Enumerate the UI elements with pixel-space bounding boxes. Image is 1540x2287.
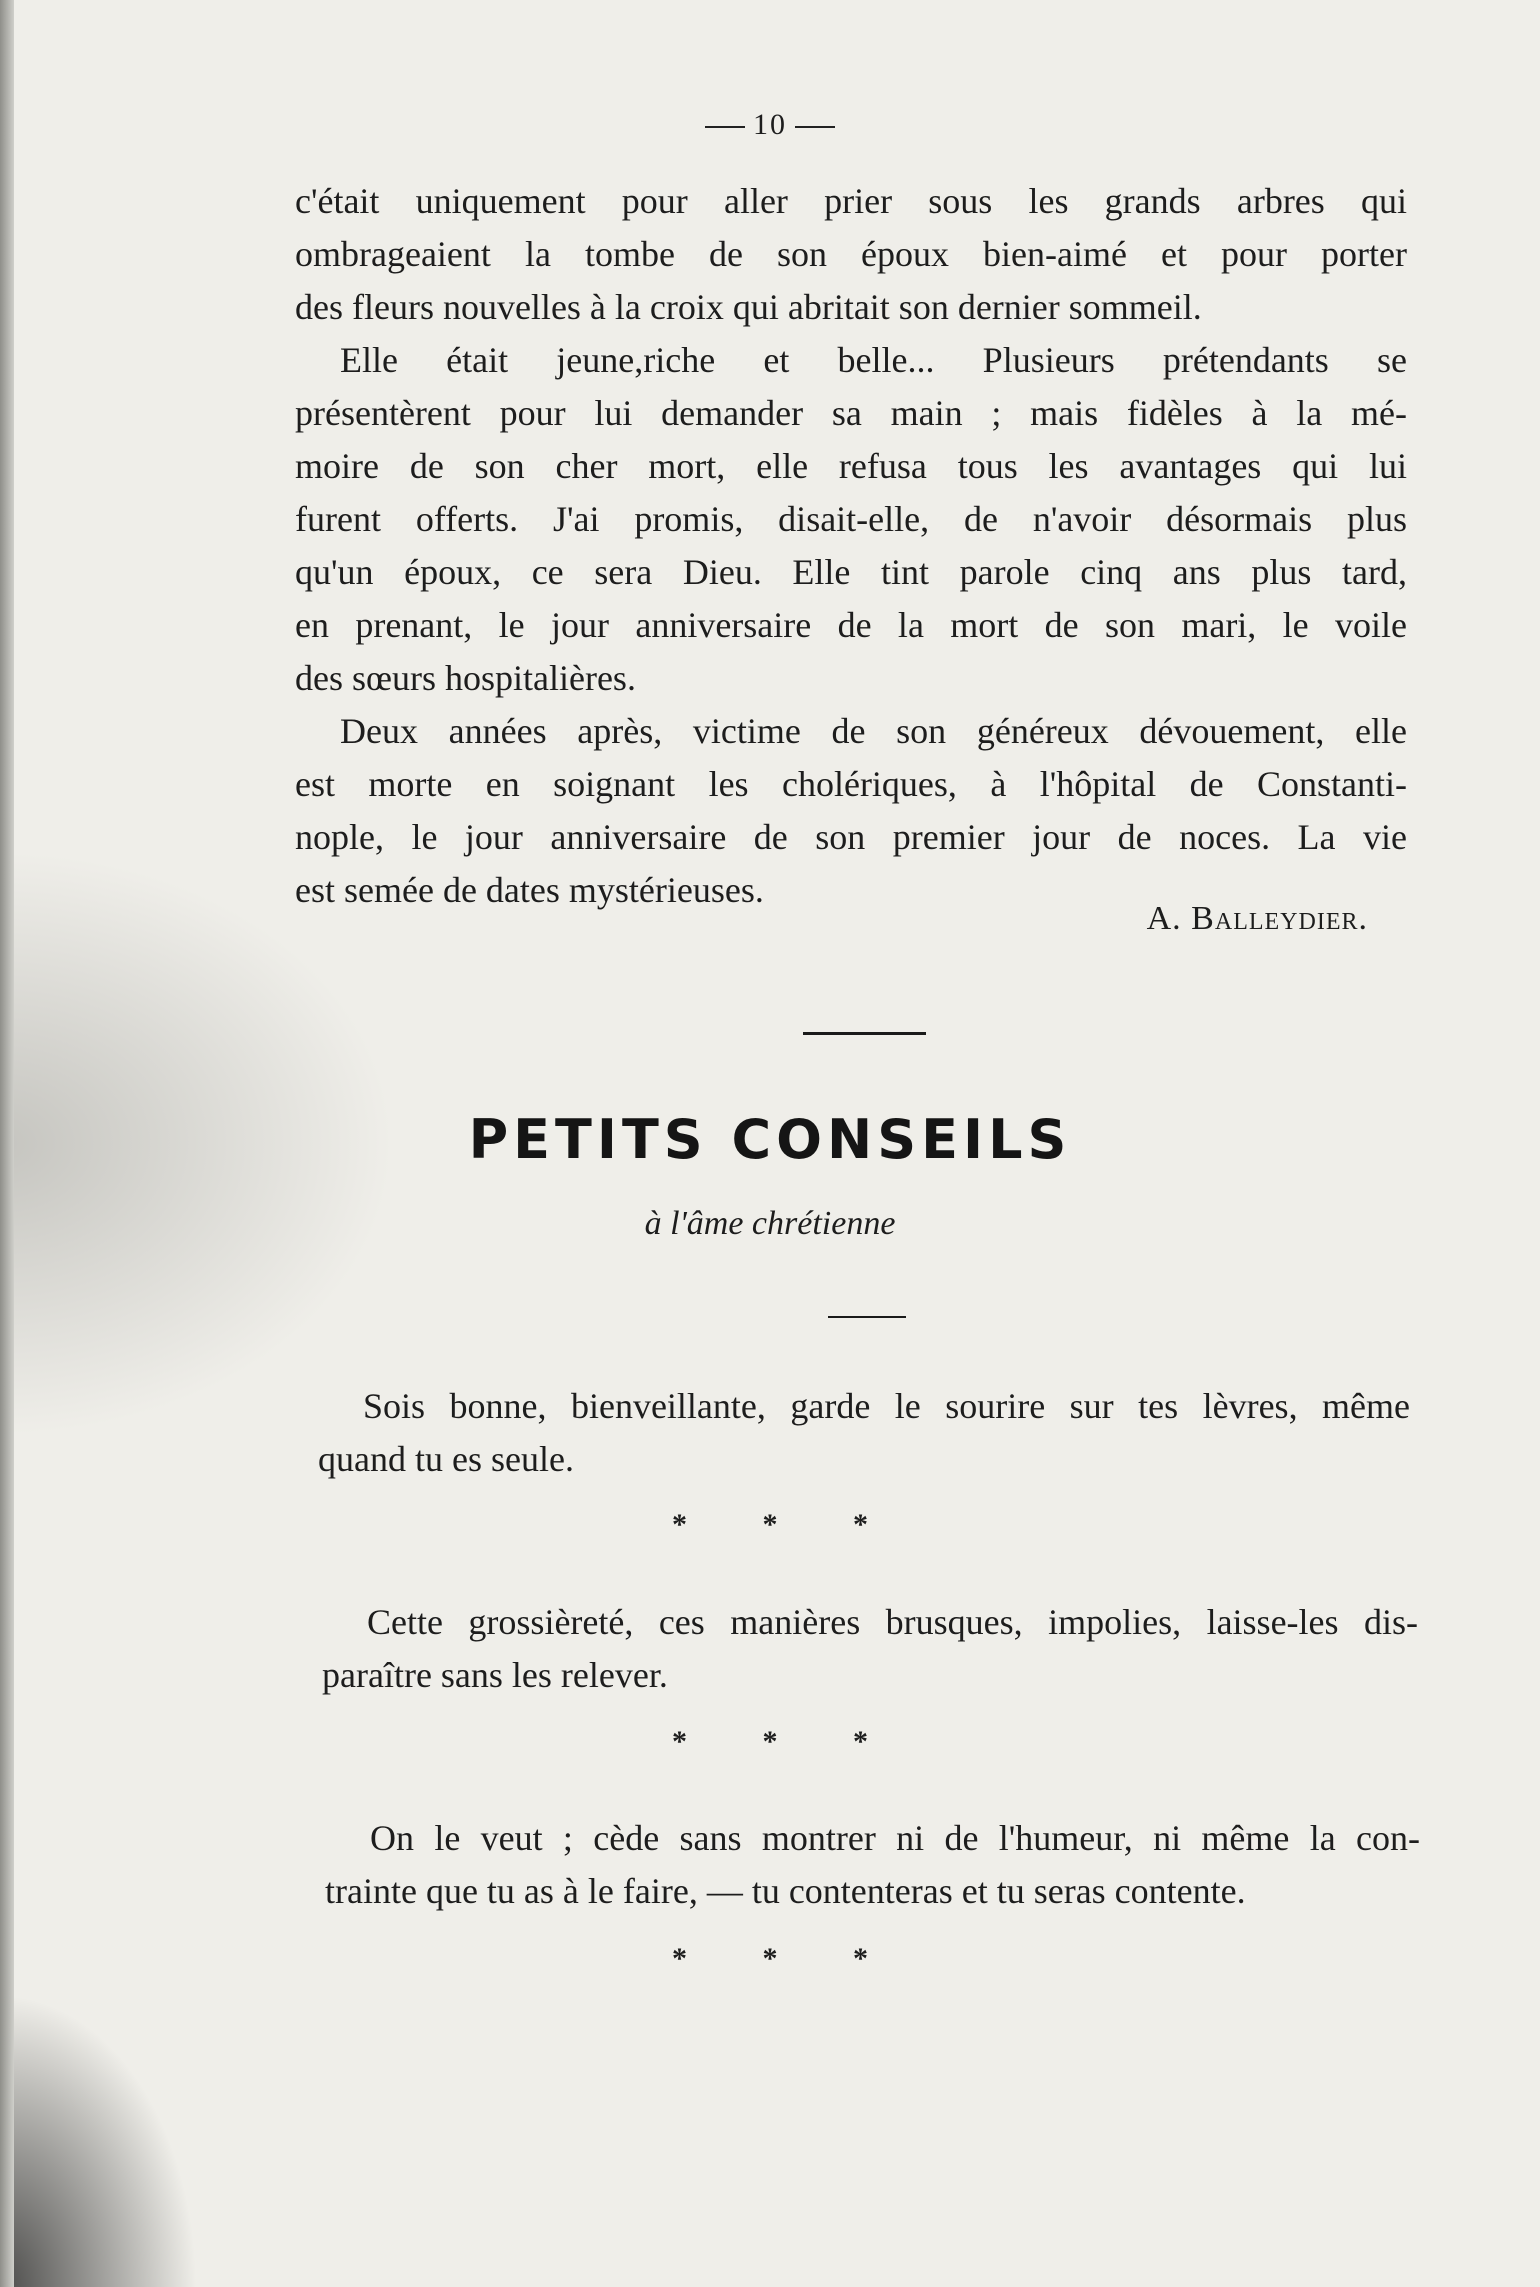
- advice-paragraph: [325, 1812, 1420, 1918]
- author-signature: A. Balleydier.: [1146, 900, 1368, 937]
- text-line: quand tu es seule.: [318, 1439, 574, 1479]
- asterism-separator: * * *: [672, 1942, 902, 1975]
- text-line: des fleurs nouvelles à la croix qui abritait son dernier sommeil.: [295, 287, 1202, 327]
- text-line: qu'un époux, ce sera Dieu. Elle tint parole cinq ans plus tard,: [295, 552, 1407, 592]
- asterism-separator: * * *: [672, 1508, 902, 1541]
- text-line: furent offerts. J'ai promis, disait-elle, de n'avoir désormais plus: [295, 499, 1407, 539]
- asterism-separator: * * *: [672, 1725, 902, 1758]
- page-number-dash-left: [705, 126, 745, 128]
- text-line: Deux années après, victime de son généreux dévouement, elle: [340, 711, 1407, 751]
- text-line: est semée de dates mystérieuses.: [295, 870, 764, 910]
- section-title: PETITS CONSEILS: [468, 1108, 1072, 1171]
- section-divider: [803, 1032, 926, 1035]
- page-number-dash-right: [795, 126, 835, 128]
- text-line: Sois bonne, bienveillante, garde le sourire sur tes lèvres, même: [363, 1386, 1410, 1426]
- article1-text: [295, 175, 1407, 917]
- text-line: On le veut ; cède sans montrer ni de l'humeur, ni même la con-: [370, 1818, 1420, 1858]
- text-line: Elle était jeune,riche et belle... Plusieurs prétendants se: [340, 340, 1407, 380]
- page-number-value: 10: [753, 108, 787, 141]
- text-line: des sœurs hospitalières.: [295, 658, 636, 698]
- text-line: trainte que tu as à le faire, — tu contenteras et tu seras contente.: [325, 1871, 1246, 1911]
- subtitle-divider: [828, 1316, 906, 1318]
- text-line: en prenant, le jour anniversaire de la mort de son mari, le voile: [295, 605, 1407, 645]
- advice-paragraph: [322, 1596, 1418, 1702]
- text-line: c'était uniquement pour aller prier sous les grands arbres qui: [295, 181, 1407, 221]
- text-line: nople, le jour anniversaire de son premier jour de noces. La vie: [295, 817, 1407, 857]
- page-number: [0, 108, 1540, 142]
- text-line: est morte en soignant les cholériques, à l'hôpital de Constanti-: [295, 764, 1407, 804]
- text-line: paraître sans les relever.: [322, 1655, 668, 1695]
- advice-paragraph: [318, 1380, 1410, 1486]
- section-subtitle: à l'âme chrétienne: [644, 1205, 896, 1242]
- text-line: présentèrent pour lui demander sa main ; mais fidèles à la mé-: [295, 393, 1407, 433]
- text-line: moire de son cher mort, elle refusa tous les avantages qui lui: [295, 446, 1407, 486]
- text-line: ombrageaient la tombe de son époux bien-aimé et pour porter: [295, 234, 1407, 274]
- text-line: Cette grossièreté, ces manières brusques, impolies, laisse-les dis-: [367, 1602, 1418, 1642]
